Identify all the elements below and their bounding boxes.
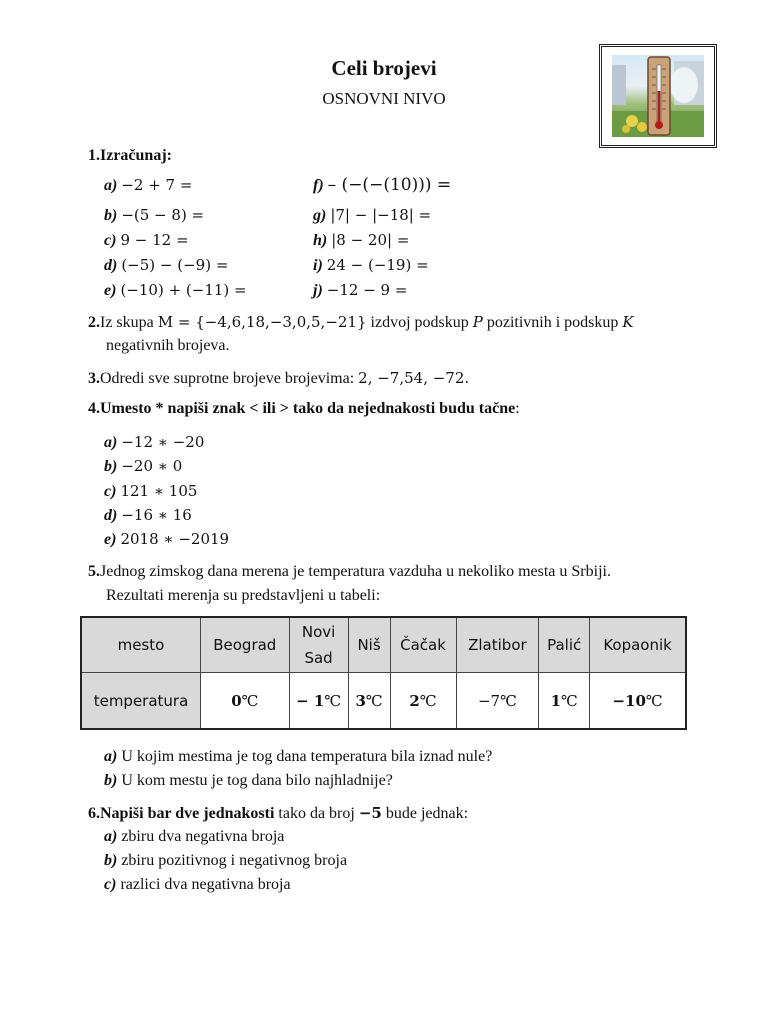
temp-value: 3	[355, 691, 366, 710]
q1-item-e	[104, 278, 247, 303]
item-expression: 121 ∗ 105	[120, 482, 198, 500]
question-5	[88, 560, 611, 584]
question-2	[88, 310, 634, 335]
question-number: 6.	[88, 805, 100, 822]
item-text: razlici dva negativna broja	[116, 876, 291, 893]
temp-unit: ℃	[645, 691, 663, 710]
temp-value: 2	[409, 691, 420, 710]
q1-item-h	[313, 228, 409, 253]
question-1-heading	[88, 144, 172, 168]
table-cell: Niš	[348, 617, 390, 673]
table-cell	[456, 673, 539, 730]
item-expression: |8 − 20| =	[331, 231, 410, 249]
question-4-heading	[88, 397, 520, 421]
item-expression: 2018 ∗ −2019	[120, 530, 230, 548]
item-label: i)	[313, 257, 323, 274]
item-expression: 9 − 12 =	[120, 231, 189, 249]
item-expression: (−5) − (−9) =	[121, 256, 229, 274]
q6-item-b	[104, 849, 347, 873]
item-label: a)	[104, 748, 118, 765]
table-cell	[348, 673, 390, 730]
question-prompt: Napiši bar dve jednakosti	[100, 805, 275, 822]
table-row	[81, 673, 686, 730]
table-cell	[390, 673, 456, 730]
item-label: d)	[104, 257, 118, 274]
item-expression: (−10) + (−11) =	[120, 281, 247, 299]
q6-item-a	[104, 825, 284, 849]
q1-item-b	[104, 203, 204, 228]
question-text: tako da broj	[274, 805, 359, 822]
question-prompt: Umesto * napiši znak < ili > tako da nejednakosti budu tačne	[100, 400, 516, 417]
temp-value: −7	[477, 691, 501, 710]
question-text: pozitivnih i podskup	[482, 314, 623, 331]
q5-item-a	[104, 745, 492, 769]
question-text: Iz skupa	[100, 314, 158, 331]
q1-item-a	[104, 173, 192, 198]
q4-item-d	[104, 503, 192, 528]
q1-item-j	[313, 278, 407, 303]
item-expression: −2 + 7 =	[121, 176, 193, 194]
question-number: 4.	[88, 400, 100, 417]
temp-value: − 1	[296, 691, 325, 710]
temp-unit: ℃	[241, 691, 259, 710]
item-expression: −20 ∗ 0	[121, 457, 183, 475]
q4-item-b	[104, 454, 182, 479]
question-text: Jednog zimskog dana merena je temperatura vazduha u nekoliko mesta u Srbiji.	[100, 563, 611, 580]
table-row-header: temperatura	[81, 673, 201, 730]
question-text: izdvoj podskup	[366, 314, 473, 331]
thermometer-image	[612, 55, 704, 137]
item-label: c)	[104, 876, 117, 893]
page-subtitle: OSNOVNI NIVO	[322, 89, 446, 108]
item-expression: −16 ∗ 16	[121, 506, 192, 524]
item-expression: −12 − 9 =	[326, 281, 408, 299]
item-label: e)	[104, 282, 117, 299]
question-text: bude jednak:	[381, 805, 469, 822]
question-number: 1.	[88, 147, 100, 164]
item-label: g)	[313, 207, 327, 224]
item-label: b)	[104, 772, 118, 789]
question-5-line2: Rezultati merenja su predstavljeni u tabeli:	[106, 587, 381, 604]
q1-item-i	[313, 253, 429, 278]
item-text: zbiru pozitivnog i negativnog broja	[117, 852, 348, 869]
item-expression: −12 ∗ −20	[121, 433, 205, 451]
thermometer-photo	[599, 44, 717, 148]
table-cell: Kopaonik	[590, 617, 686, 673]
table-cell: Beograd	[201, 617, 290, 673]
question-3	[88, 366, 469, 391]
set-name: P	[472, 313, 483, 331]
temp-value: 0	[231, 691, 242, 710]
q1-item-f	[313, 173, 451, 198]
table-cell	[289, 617, 348, 673]
temp-unit: ℃	[324, 691, 342, 710]
table-cell: Zlatibor	[456, 617, 539, 673]
temperature-table	[80, 616, 687, 730]
place-name: Novi Sad	[301, 623, 336, 667]
table-cell	[590, 673, 686, 730]
table-row-header: mesto	[81, 617, 201, 673]
item-expression: 24 − (−19) =	[326, 256, 429, 274]
q4-item-e	[104, 527, 229, 552]
temp-value: −10	[612, 691, 646, 710]
table-cell: Čačak	[390, 617, 456, 673]
item-text: U kom mestu je tog dana bilo najhladnije?	[117, 772, 393, 789]
temp-unit: ℃	[419, 691, 437, 710]
temp-unit: ℃	[561, 691, 578, 710]
item-label: c)	[104, 232, 117, 249]
page-title: Celi brojevi	[331, 56, 437, 80]
q1-item-g	[313, 203, 431, 228]
set-name: K	[622, 313, 634, 331]
question-number: 3.	[88, 370, 100, 387]
question-6	[88, 801, 468, 826]
question-2-line2: negativnih brojeva.	[106, 337, 230, 354]
target-number: −5	[358, 804, 382, 822]
q4-item-c	[104, 479, 197, 504]
question-number: 5.	[88, 563, 100, 580]
question-number: 2.	[88, 314, 100, 331]
temp-value: 1	[550, 691, 562, 710]
q1-item-c	[104, 228, 189, 253]
q6-item-c	[104, 873, 291, 897]
table-cell	[289, 673, 348, 730]
question-text: Odredi sve suprotne brojeve brojevima:	[100, 370, 359, 387]
temp-unit: ℃	[500, 691, 517, 710]
item-label: d)	[104, 507, 118, 524]
item-label: h)	[313, 232, 328, 249]
thermometer-icon	[612, 55, 704, 137]
question-text: :	[515, 400, 520, 417]
item-label: a)	[104, 434, 118, 451]
table-cell	[539, 673, 590, 730]
temp-unit: ℃	[365, 691, 383, 710]
item-label: j)	[313, 282, 323, 299]
item-label: b)	[104, 207, 118, 224]
item-label: b)	[104, 458, 118, 475]
item-label: f)	[313, 177, 324, 194]
number-list: 2, −7,54, −72.	[358, 369, 470, 387]
item-expression: −(5 − 8) =	[121, 206, 205, 224]
table-header-row	[81, 617, 686, 673]
q1-item-d	[104, 253, 228, 278]
item-label: a)	[104, 177, 118, 194]
set-expression: M = {−4,6,18,−3,0,5,−21}	[157, 313, 367, 331]
item-label: a)	[104, 828, 118, 845]
q4-item-a	[104, 430, 204, 455]
item-label: e)	[104, 531, 117, 548]
item-expression: – (−(−(10))) =	[327, 175, 452, 195]
item-label: c)	[104, 483, 117, 500]
q5-item-b	[104, 769, 393, 793]
item-text: U kojim mestima je tog dana temperatura bila iznad nule?	[117, 748, 493, 765]
table-cell	[201, 673, 290, 730]
item-expression: |7| − |−18| =	[330, 206, 432, 224]
item-label: b)	[104, 852, 118, 869]
table-cell: Palić	[539, 617, 590, 673]
item-text: zbiru dva negativna broja	[117, 828, 285, 845]
question-prompt: Izračunaj:	[100, 147, 172, 164]
